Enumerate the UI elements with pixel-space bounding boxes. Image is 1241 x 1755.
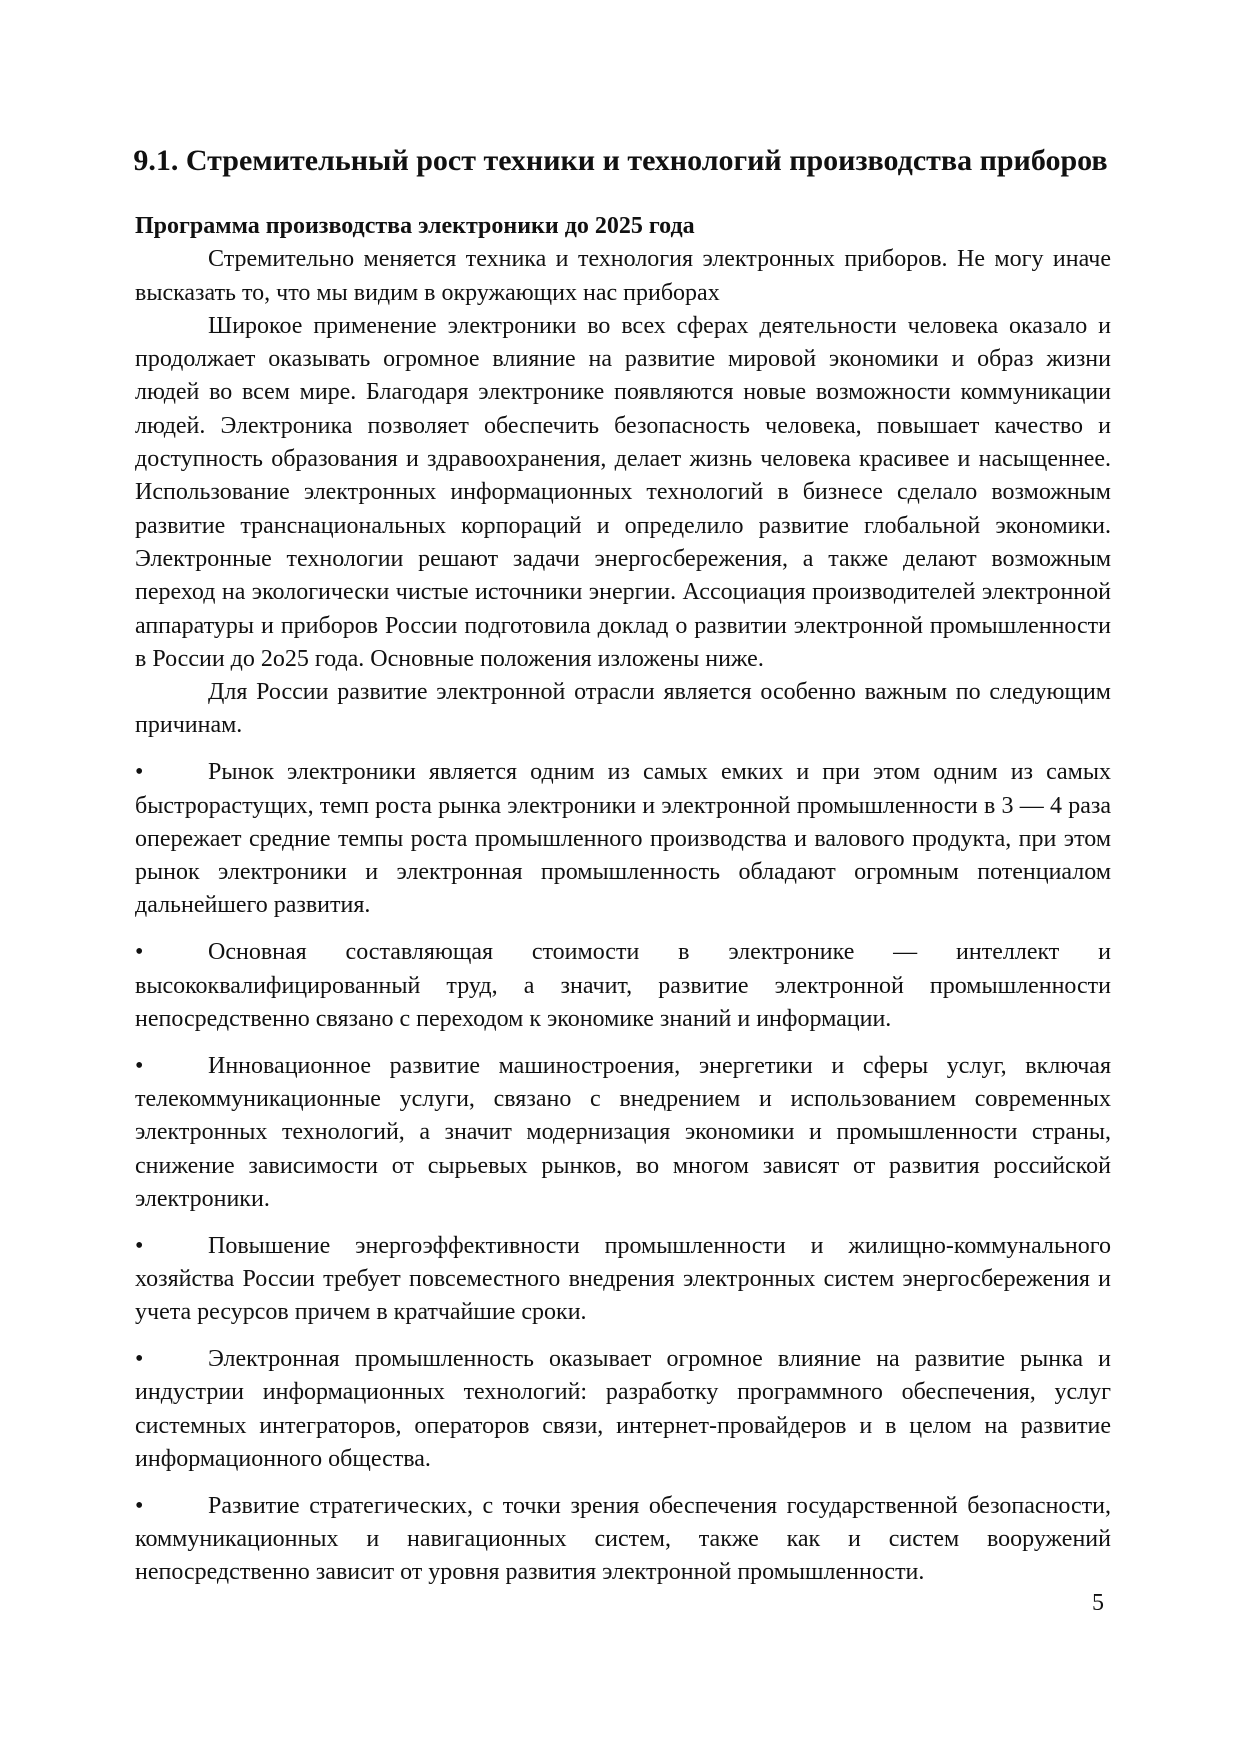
bullet-item: [135, 756, 1111, 922]
bullet-text: Инновационное развитие машиностроения, энергетики и сферы услуг, включая телекоммуникационные услуги, связано с внедрением и использованием современных электронных технологий, а значит модернизация экономики и промышленности страны, снижение зависимости от сырьевых рынков, во многом зависят от развития российской электроники.: [135, 1052, 1111, 1212]
bullet-icon: •: [135, 1346, 144, 1372]
paragraph: Стремительно меняется техника и технология электронных приборов. Не могу иначе высказать то, что мы видим в окружающих нас приборах: [135, 246, 1111, 306]
bullet-text: Электронная промышленность оказывает огромное влияние на развитие рынка и индустрии информационных технологий: разработку программного обеспечения, услуг системных интеграторов, операторов связи, интернет-провайдеров и в целом на развитие информационного общества.: [135, 1346, 1111, 1472]
bullet-item: [135, 1230, 1111, 1330]
paragraph: Широкое применение электроники во всех сферах деятельности человека оказало и продолжает оказывать огромное влияние на развитие мировой экономики и образ жизни людей во всем мире. Благодаря электронике появляются новые возможности коммуникации людей. Электроника позволяет обеспечить безопасность человека, повышает качество и доступность образования и здравоохранения, делает жизнь человека красивее и насыщеннее. Использование электронных информационных технологий в бизнесе сделало возможным развитие транснациональных корпораций и определило развитие глобальной экономики. Электронные технологии решают задачи энергосбережения, а также делают возможным переход на экологически чистые источники энергии. Ассоциация производителей электронной аппаратуры и приборов России подготовила доклад о развитии электронной промышленности в России до 2о25 года. Основные положения изложены ниже.: [135, 312, 1111, 672]
bullet-item: [135, 1490, 1111, 1590]
bullet-text: Повышение энергоэффективности промышленности и жилищно-коммунального хозяйства России требует повсеместного внедрения электронных систем энергосбережения и учета ресурсов причем в кратчайшие сроки.: [135, 1232, 1111, 1326]
bullet-icon: •: [135, 939, 144, 966]
bullet-item: [135, 1343, 1111, 1476]
subheading: Программа производства электроники до 2025 года: [135, 213, 695, 239]
bullet-icon: •: [135, 1492, 144, 1519]
page-number: 5: [1092, 1590, 1104, 1616]
bullet-icon: •: [135, 759, 144, 786]
bullet-text: Развитие стратегических, с точки зрения обеспечения государственной безопасности, коммуникационных и навигационных систем, также как и систем вооружений непосредственно зависит от уровня развития электронной промышленности.: [135, 1492, 1111, 1586]
bullet-text: Основная составляющая стоимости в электронике — интеллект и высококвалифицированный труд, а значит, развитие электронной промышленности непосредственно связано с переходом к экономике знаний и информации.: [135, 939, 1111, 1032]
bullet-item: [135, 1050, 1111, 1216]
bullet-item: [135, 936, 1111, 1036]
bullet-icon: •: [135, 1232, 144, 1259]
document-body: [135, 210, 1111, 1590]
bullet-text: Рынок электроники является одним из самых емких и при этом одним из самых быстрорастущих, темп роста рынка электроники и электронной промышленности в 3 — 4 раза опережает средние темпы роста промышленного производства и валового продукта, при этом рынок электроники и электронная промышленность обладают огромным потенциалом дальнейшего развития.: [135, 759, 1111, 919]
section-title: 9.1. Стремительный рост техники и технологий производства приборов: [133, 144, 1108, 177]
bullet-icon: •: [135, 1052, 144, 1079]
paragraph: Для России развитие электронной отрасли является особенно важным по следующим причинам.: [135, 679, 1111, 739]
